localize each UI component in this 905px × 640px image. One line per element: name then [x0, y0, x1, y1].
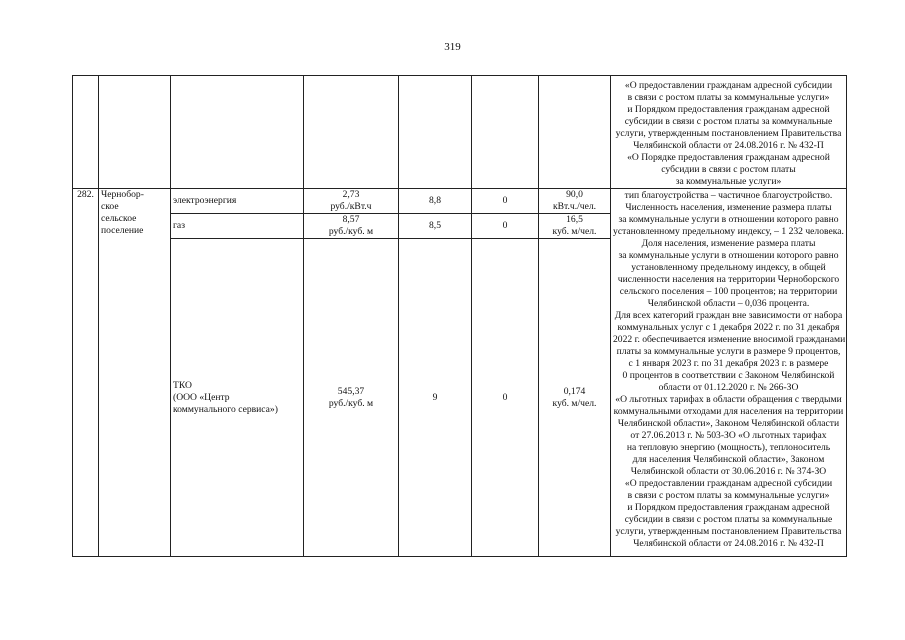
basis-line: субсидии в связи с ростом платы за коммунальные [624, 116, 833, 127]
basis-line: в связи с ростом платы за коммунальные услуги» [627, 490, 830, 501]
volume-value: 16,5 [566, 214, 583, 225]
entry-basis-cell [611, 189, 847, 557]
tariff-value: 8,57 [342, 214, 360, 225]
tko-name-line: ТКО [173, 379, 192, 391]
basis-line: Челябинской области от 24.08.2016 г. № 432-П [633, 538, 824, 549]
basis-line: и Порядком предоставления гражданам адресной [627, 104, 830, 115]
basis-line: Челябинской области – 0,036 процента. [647, 298, 810, 309]
volume-cell [539, 189, 611, 214]
basis-line: за коммунальные услуги в отношении которого равно [618, 214, 839, 225]
service-name: электроэнергия [171, 189, 304, 214]
basis-line: Челябинской области от 30.06.2016 г. № 374-ЗО [630, 466, 827, 477]
tariff-cell [304, 239, 399, 557]
basis-line: сельского поселения – 100 процентов; на территории [619, 286, 838, 297]
page-number: 319 [444, 41, 461, 53]
basis-line: услуги, утвержденным постановлением Правительства [615, 526, 842, 537]
service-row-electricity [73, 189, 847, 214]
settlement-line: ское [101, 201, 119, 212]
service-name: газ [171, 214, 304, 239]
tko-name-line: коммунального сервиса») [173, 403, 278, 415]
basis-line: за коммунальные услуги» [675, 176, 782, 187]
volume-cell [539, 214, 611, 239]
continuation-basis-cell [611, 76, 847, 189]
settlement-line: поселение [101, 225, 144, 236]
basis-line: установленному предельному индексу, – 1 232 человека. [613, 226, 844, 237]
basis-line: «О предоставлении гражданам адресной субсидии [624, 80, 833, 91]
tariff-cell [304, 189, 399, 214]
cell-empty [304, 76, 399, 189]
basis-line: коммунальных услуг с 1 декабря 2022 г. по 31 декабря [617, 322, 840, 333]
basis-line: «О льготных тарифах в области обращения с твердыми [615, 394, 842, 405]
basis-line: и Порядком предоставления гражданам адресной [627, 502, 830, 513]
cell-empty [399, 76, 472, 189]
basis-line: Для всех категорий граждан вне зависимости от набора [614, 310, 843, 321]
basis-line: 2022 г. обеспечивается изменение вносимой гражданами [613, 334, 846, 345]
basis-line: платы за коммунальные услуги в размере 9 процентов, [616, 346, 841, 357]
basis-line: Челябинской области от 24.08.2016 г. № 432-П [633, 140, 824, 151]
volume-unit: кВт.ч./чел. [552, 201, 597, 212]
cell-empty [171, 76, 304, 189]
cell-empty [472, 76, 539, 189]
basis-line: области от 01.12.2020 г. № 266-ЗО [658, 382, 799, 393]
basis-line: от 27.06.2013 г. № 503-ЗО «О льготных тарифах [630, 430, 827, 441]
index-value: 8,5 [399, 214, 472, 239]
index-value: 8,8 [399, 189, 472, 214]
basis-line: установленному предельному индексу, в общей [631, 262, 826, 273]
volume-unit: куб. м/чел. [552, 397, 597, 409]
deviation-value: 0 [472, 189, 539, 214]
tko-name-line: (ООО «Центр [173, 391, 230, 403]
basis-line: Доля населения, изменение размера платы [641, 238, 816, 249]
basis-line: субсидии в связи с ростом платы за коммунальные [624, 514, 833, 525]
basis-line: «О предоставлении гражданам адресной субсидии [624, 478, 833, 489]
tariff-cell [304, 214, 399, 239]
tariff-unit: руб./куб. м [328, 226, 374, 237]
index-value: 9 [399, 239, 472, 557]
settlement-name [99, 189, 171, 557]
cell-empty [539, 76, 611, 189]
basis-line: Челябинской области», Законом Челябинской области [617, 418, 840, 429]
cell-empty [73, 76, 99, 189]
volume-value: 90,0 [566, 189, 583, 200]
cell-empty [99, 76, 171, 189]
basis-line: на тепловую энергию (мощность), теплоноситель [626, 442, 831, 453]
tariff-unit: руб./куб. м [328, 397, 374, 409]
basis-line: услуги, утвержденным постановлением Правительства [615, 128, 842, 139]
basis-line: за коммунальные услуги в отношении которого равно [618, 250, 839, 261]
basis-line: «О Порядке предоставления гражданам адресной [627, 152, 830, 163]
basis-line: субсидии в связи с ростом платы [661, 164, 796, 175]
settlement-line: сельское [101, 213, 137, 224]
volume-unit: куб. м/чел. [552, 226, 597, 237]
tariff-value: 2,73 [342, 189, 360, 200]
tariff-table [72, 75, 847, 557]
basis-line: для населения Челябинской области», Законом [632, 454, 825, 465]
basis-line: 0 процентов в соответствии с Законом Челябинской [622, 370, 835, 381]
volume-value: 0,174 [563, 385, 586, 397]
deviation-value: 0 [472, 214, 539, 239]
basis-line: с 1 января 2023 г. по 31 декабря 2023 г. в размере [628, 358, 829, 369]
continuation-row [73, 76, 847, 189]
basis-line: коммунальными отходами для населения на территории [613, 406, 844, 417]
basis-line: Численность населения, изменение размера платы [625, 202, 832, 213]
tariff-unit: руб./кВт.ч [330, 201, 372, 212]
tariff-value: 545,37 [337, 385, 365, 397]
settlement-line: Чернобор- [101, 189, 144, 200]
entry-number: 282. [73, 189, 99, 557]
tko-service-name [171, 239, 304, 557]
deviation-value: 0 [472, 239, 539, 557]
basis-line: тип благоустройства – частичное благоустройство. [624, 190, 833, 201]
basis-line: численности населения на территории Черноборского [617, 274, 840, 285]
basis-line: в связи с ростом платы за коммунальные услуги» [627, 92, 830, 103]
volume-cell [539, 239, 611, 557]
